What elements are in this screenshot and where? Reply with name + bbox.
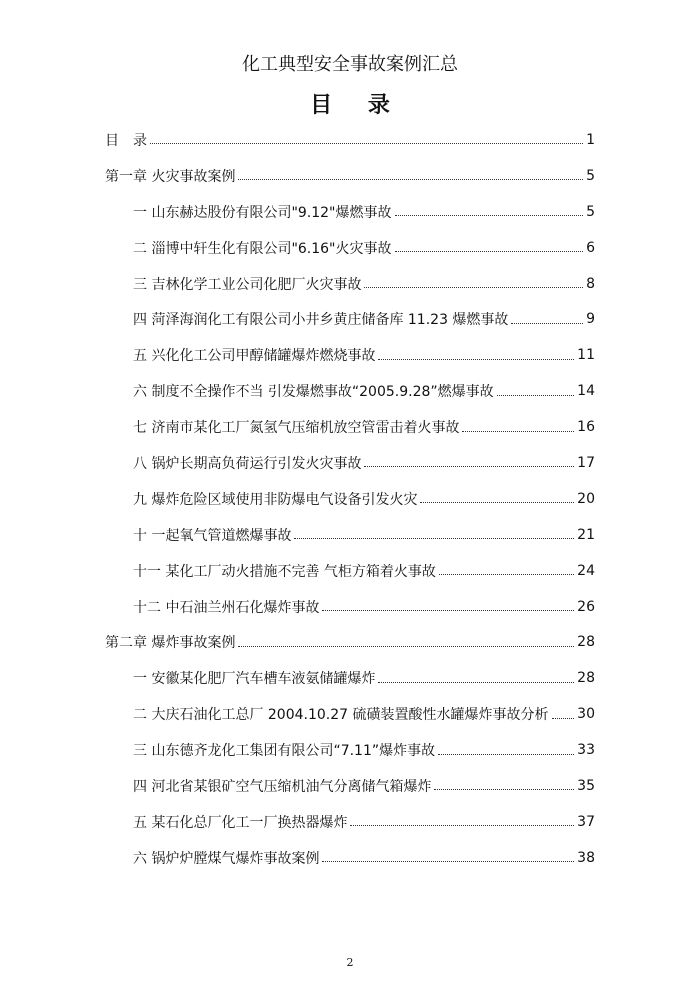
toc-entry-title: 十二 中石油兰州石化爆炸事故 xyxy=(133,599,320,616)
toc-entry-title: 第二章 爆炸事故案例 xyxy=(105,635,236,652)
toc-entry[interactable] xyxy=(105,840,595,876)
toc-entry-page: 30 xyxy=(577,706,595,723)
toc-entry[interactable] xyxy=(105,553,595,589)
toc-leader-dots xyxy=(150,143,583,144)
toc-entry[interactable] xyxy=(105,409,595,445)
toc-leader-dots xyxy=(420,502,574,503)
toc-entry-title: 六 制度不全操作不当 引发爆燃事故“2005.9.28”燃爆事故 xyxy=(133,384,494,401)
document-title: 化工典型安全事故案例汇总 xyxy=(242,54,458,75)
toc-entry-page: 20 xyxy=(577,490,595,507)
toc-entry-title: 目 录 xyxy=(105,132,147,149)
toc-entry-title: 二 大庆石油化工总厂 2004.10.27 硫磺装置酸性水罐爆炸事故分析 xyxy=(133,707,549,724)
toc-leader-dots xyxy=(395,215,584,216)
toc-entry[interactable] xyxy=(105,194,595,230)
toc-entry-page: 21 xyxy=(577,526,595,543)
toc-entry[interactable] xyxy=(105,517,595,553)
toc-leader-dots xyxy=(350,825,574,826)
toc-entry-page: 28 xyxy=(577,634,595,651)
toc-entry-page: 37 xyxy=(577,813,595,830)
toc-leader-dots xyxy=(511,323,583,324)
toc-entry-title: 一 山东赫达股份有限公司"9.12"爆燃事故 xyxy=(133,204,392,221)
toc-entry[interactable] xyxy=(105,589,595,625)
toc-entry-page: 26 xyxy=(577,598,595,615)
toc-entry[interactable] xyxy=(105,301,595,337)
toc-entry-title: 十 一起氧气管道燃爆事故 xyxy=(133,527,292,544)
toc-entry[interactable] xyxy=(105,732,595,768)
toc-leader-dots xyxy=(238,646,574,647)
toc-entry[interactable] xyxy=(105,804,595,840)
toc-entry-title: 八 锅炉长期高负荷运行引发火灾事故 xyxy=(133,455,362,472)
toc-entry[interactable] xyxy=(105,624,595,660)
toc-leader-dots xyxy=(238,179,583,180)
toc-leader-dots xyxy=(322,861,574,862)
toc-entry[interactable] xyxy=(105,445,595,481)
table-of-contents xyxy=(105,122,595,876)
toc-entry-title: 九 爆炸危险区域使用非防爆电气设备引发火灾 xyxy=(133,491,418,508)
toc-entry-page: 35 xyxy=(577,777,595,794)
toc-entry-page: 6 xyxy=(586,239,595,256)
toc-entry[interactable] xyxy=(105,122,595,158)
toc-entry[interactable] xyxy=(105,337,595,373)
toc-entry-page: 8 xyxy=(586,275,595,292)
toc-entry[interactable] xyxy=(105,230,595,266)
toc-entry[interactable] xyxy=(105,266,595,302)
toc-entry-page: 24 xyxy=(577,562,595,579)
toc-entry-title: 三 吉林化学工业公司化肥厂火灾事故 xyxy=(133,276,362,293)
toc-entry-page: 33 xyxy=(577,742,595,759)
toc-entry-title: 第一章 火灾事故案例 xyxy=(105,168,236,185)
toc-entry-title: 六 锅炉炉膛煤气爆炸事故案例 xyxy=(133,850,320,867)
toc-entry[interactable] xyxy=(105,660,595,696)
toc-entry-page: 9 xyxy=(586,311,595,328)
toc-leader-dots xyxy=(395,251,584,252)
toc-leader-dots xyxy=(434,789,574,790)
toc-entry-page: 5 xyxy=(586,203,595,220)
toc-leader-dots xyxy=(364,287,583,288)
toc-leader-dots xyxy=(438,754,574,755)
toc-entry-title: 三 山东德齐龙化工集团有限公司“7.11”爆炸事故 xyxy=(133,743,436,760)
toc-leader-dots xyxy=(294,538,574,539)
toc-leader-dots xyxy=(322,610,574,611)
toc-entry-title: 一 安徽某化肥厂汽车槽车液氨储罐爆炸 xyxy=(133,671,376,688)
toc-entry[interactable] xyxy=(105,768,595,804)
toc-entry-page: 38 xyxy=(577,849,595,866)
toc-entry-title: 七 济南市某化工厂氮氢气压缩机放空管雷击着火事故 xyxy=(133,420,460,437)
toc-entry[interactable] xyxy=(105,158,595,194)
toc-entry-page: 1 xyxy=(586,131,595,148)
toc-leader-dots xyxy=(364,466,574,467)
toc-entry-title: 四 菏泽海润化工有限公司小井乡黄庄储备库 11.23 爆燃事故 xyxy=(133,312,509,329)
toc-leader-dots xyxy=(497,395,575,396)
toc-leader-dots xyxy=(552,718,575,719)
toc-entry-page: 14 xyxy=(577,383,595,400)
toc-entry-title: 四 河北省某银矿空气压缩机油气分离储气箱爆炸 xyxy=(133,778,432,795)
toc-entry-page: 5 xyxy=(586,167,595,184)
toc-leader-dots xyxy=(462,431,574,432)
toc-entry-page: 11 xyxy=(577,347,595,364)
toc-entry-title: 五 某石化总厂化工一厂换热器爆炸 xyxy=(133,814,348,831)
toc-leader-dots xyxy=(378,682,574,683)
toc-entry-title: 五 兴化化工公司甲醇储罐爆炸燃烧事故 xyxy=(133,348,376,365)
page-number: 2 xyxy=(346,956,354,969)
toc-leader-dots xyxy=(378,359,574,360)
toc-entry-page: 16 xyxy=(577,419,595,436)
toc-heading: 目 录 xyxy=(310,93,404,118)
toc-entry[interactable] xyxy=(105,373,595,409)
toc-entry-title: 十一 某化工厂动火措施不完善 气柜方箱着火事故 xyxy=(133,563,436,580)
toc-entry-title: 二 淄博中轩生化有限公司"6.16"火灾事故 xyxy=(133,240,392,257)
toc-entry-page: 17 xyxy=(577,454,595,471)
toc-entry[interactable] xyxy=(105,481,595,517)
toc-entry-page: 28 xyxy=(577,670,595,687)
toc-leader-dots xyxy=(439,574,574,575)
toc-entry[interactable] xyxy=(105,696,595,732)
